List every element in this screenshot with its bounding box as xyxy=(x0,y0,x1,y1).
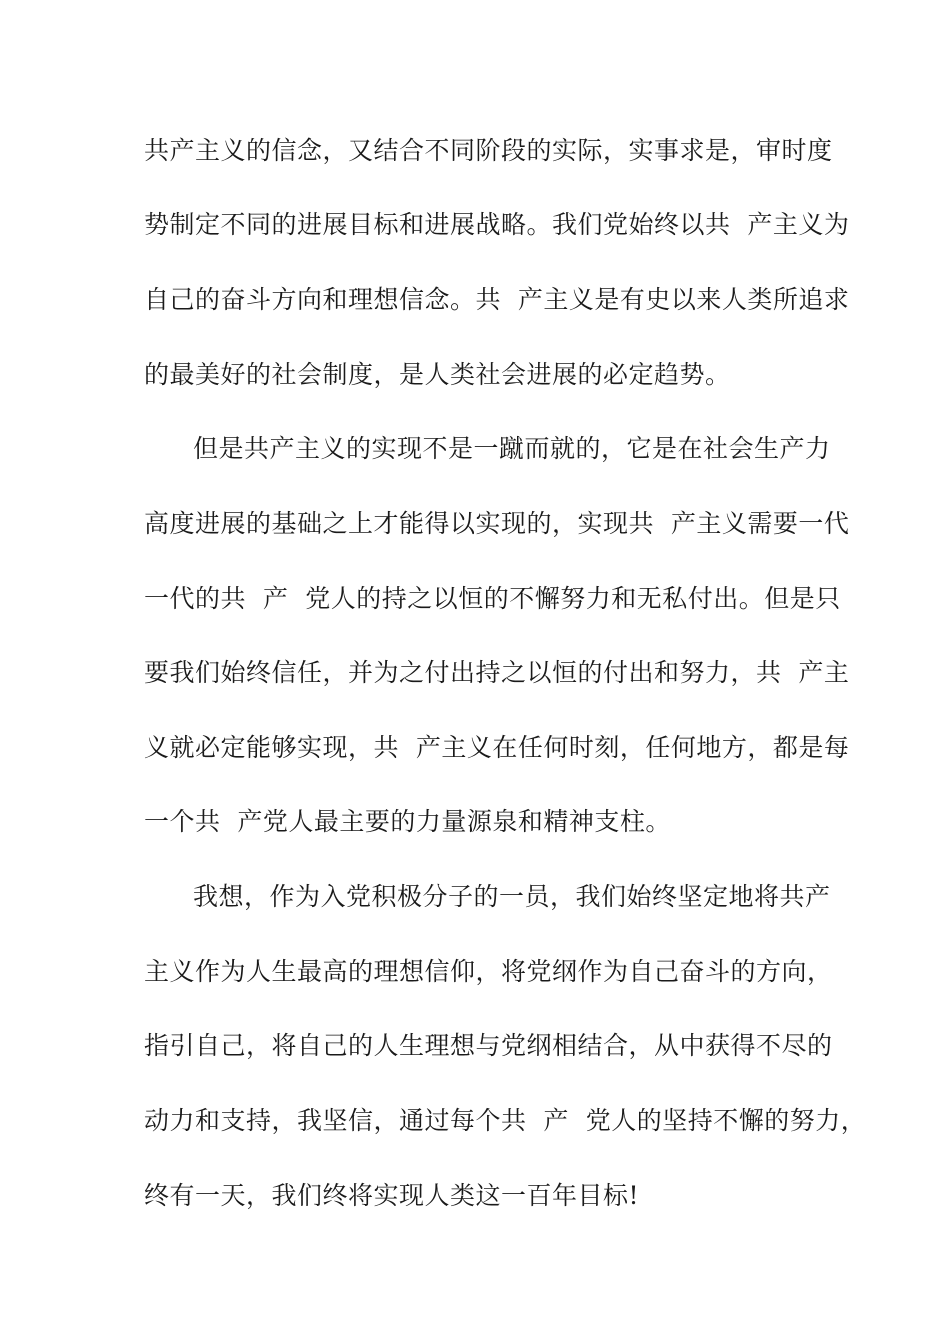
paragraph-2-line-6: 一个共 产党人最主要的力量源泉和精神支柱。 xyxy=(144,807,671,836)
paragraph-1-line-3: 自己的奋斗方向和理想信念。共 产主义是有史以来人类所追求 xyxy=(144,285,850,314)
paragraph-3-line-2: 主义作为人生最高的理想信仰，将党纲作为自己奋斗的方向， xyxy=(144,957,833,986)
paragraph-3-line-4: 动力和支持，我坚信，通过每个共 产 党人的坚持不懈的努力， xyxy=(144,1106,867,1135)
paragraph-3-line-5: 终有一天，我们终将实现人类这一百年目标! xyxy=(144,1181,640,1210)
paragraph-2-line-1: 但是共产主义的实现不是一蹴而就的，它是在社会生产力 xyxy=(193,434,831,463)
paragraph-2-line-2: 高度进展的基础之上才能得以实现的，实现共 产主义需要一代 xyxy=(144,509,850,538)
paragraph-3-line-1: 我想，作为入党积极分子的一员，我们始终坚定地将共产 xyxy=(193,882,831,911)
paragraph-1-line-4: 的最美好的社会制度，是人类社会进展的必定趋势。 xyxy=(144,360,731,389)
paragraph-3-line-3: 指引自己，将自己的人生理想与党纲相结合，从中获得不尽的 xyxy=(144,1031,833,1060)
paragraph-1-line-2: 势制定不同的进展目标和进展战略。我们党始终以共 产主义为 xyxy=(144,210,850,239)
paragraph-2-line-5: 义就必定能够实现，共 产主义在任何时刻，任何地方，都是每 xyxy=(144,733,850,762)
paragraph-2-line-4: 要我们始终信任，并为之付出持之以恒的付出和努力，共 产主 xyxy=(144,658,850,687)
paragraph-2-line-3: 一代的共 产 党人的持之以恒的不懈努力和无私付出。但是只 xyxy=(144,584,841,613)
paragraph-1-line-1: 共产主义的信念，又结合不同阶段的实际，实事求是，审时度 xyxy=(144,136,833,165)
